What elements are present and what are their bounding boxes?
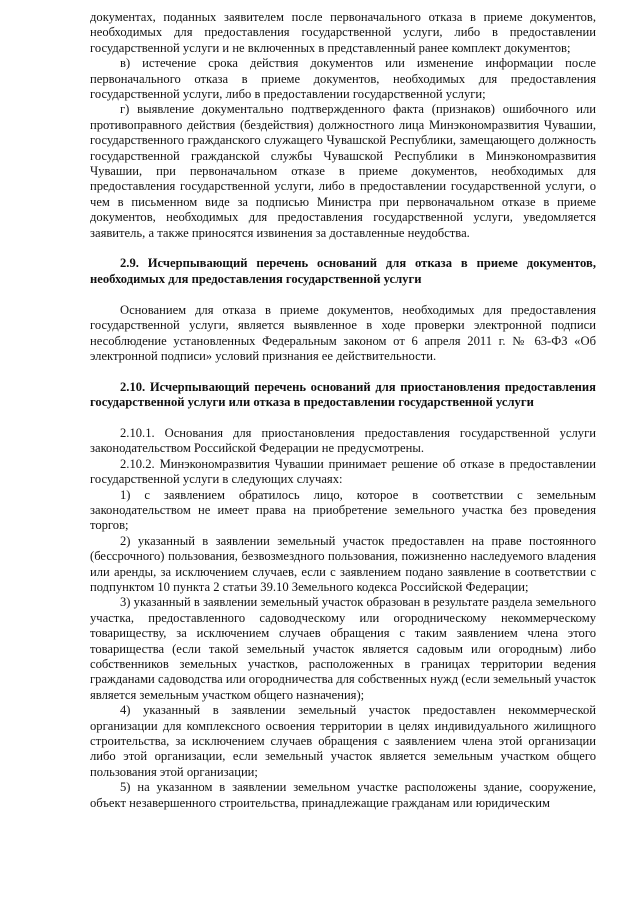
list-item-4: 4) указанный в заявлении земельный участок предоставлен некоммерческой организации для комплексного освоения территории в целях индивидуального жилищного строительства, за исключением случаев обращения с заявлением члена этой организации либо этой организации, если земельный участок является земельным участком общего пользования этой организации; <box>90 703 596 779</box>
spacer <box>90 364 596 379</box>
list-item-2: 2) указанный в заявлении земельный участок предоставлен на праве постоянного (бессрочного) пользования, безвозмездного пользования, пожизненно наследуемого владения или аренды, за исключением случаев, если с заявлением подано заявление в соответствии с подпунктом 10 пункта 2 статьи 39.10 Земельного кодекса Российской Федерации; <box>90 533 596 594</box>
clause-2-10-1: 2.10.1. Основания для приостановления предоставления государственной услуги законодательством Российской Федерации не предусмотрены. <box>90 425 596 456</box>
spacer <box>90 411 596 426</box>
paragraph-continuation: документах, поданных заявителем после первоначального отказа в приеме документов, необходимых для предоставления государственной услуги, либо в предоставлении государственной услуги и не включенных в представленный ранее комплект документов; <box>90 10 596 55</box>
section-2-9-text: Основанием для отказа в приеме документов, необходимых для предоставления государственной услуги, является выявленное в ходе проверки электронной подписи несоблюдение установленных Федеральным законом от 6 апреля 2011 г. № 63-ФЗ «Об электронной подписи» условий признания ее действительности. <box>90 302 596 363</box>
clause-2-10-2: 2.10.2. Минэкономразвития Чувашии принимает решение об отказе в предоставлении государственной услуги в следующих случаях: <box>90 456 596 487</box>
spacer <box>90 241 596 256</box>
paragraph-item-g: г) выявление документально подтвержденного факта (признаков) ошибочного или противоправного действия (бездействия) должностного лица Минэкономразвития Чувашии, государственного гражданского служащего Чувашской Республики, замещающего должность государственной гражданской службы Чувашской Республики в Минэкономразвития Чувашии, при первоначальном отказе в приеме документов, необходимых для предоставления государственной услуги, либо в предоставлении государственной услуги, о чем в письменном виде за подписью Министра при первоначальном отказе в приеме документов, необходимых для предоставления государственной услуги, уведомляется заявитель, а также приносятся извинения за доставленные неудобства. <box>90 102 596 240</box>
section-2-10-heading: 2.10. Исчерпывающий перечень оснований для приостановления предоставления государственной услуги или отказа в предоставлении государственной услуги <box>90 379 596 410</box>
list-item-3: 3) указанный в заявлении земельный участок образован в результате раздела земельного участка, предоставленного садоводческому или огородническому некоммерческому товариществу, за исключением случаев обращения с таким заявлением члена этого товарищества (если такой земельный участок является садовым или огородным) либо собственников земельных участков, расположенных в границах территории ведения гражданами садоводства или огородничества для собственных нужд (если земельный участок является земельным участком общего назначения); <box>90 595 596 702</box>
paragraph-item-v: в) истечение срока действия документов или изменение информации после первоначального отказа в приеме документов, необходимых для предоставления государственной услуги, либо в предоставлении государственной услуги; <box>90 56 596 102</box>
list-item-1: 1) с заявлением обратилось лицо, которое в соответствии с земельным законодательством не имеет права на приобретение земельного участка без проведения торгов; <box>90 487 596 533</box>
spacer <box>90 287 596 302</box>
list-item-5: 5) на указанном в заявлении земельном участке расположены здание, сооружение, объект незавершенного строительства, принадлежащие гражданам или юридическим <box>90 780 596 810</box>
section-2-9-heading: 2.9. Исчерпывающий перечень оснований для отказа в приеме документов, необходимых для предоставления государственной услуги <box>90 256 596 286</box>
